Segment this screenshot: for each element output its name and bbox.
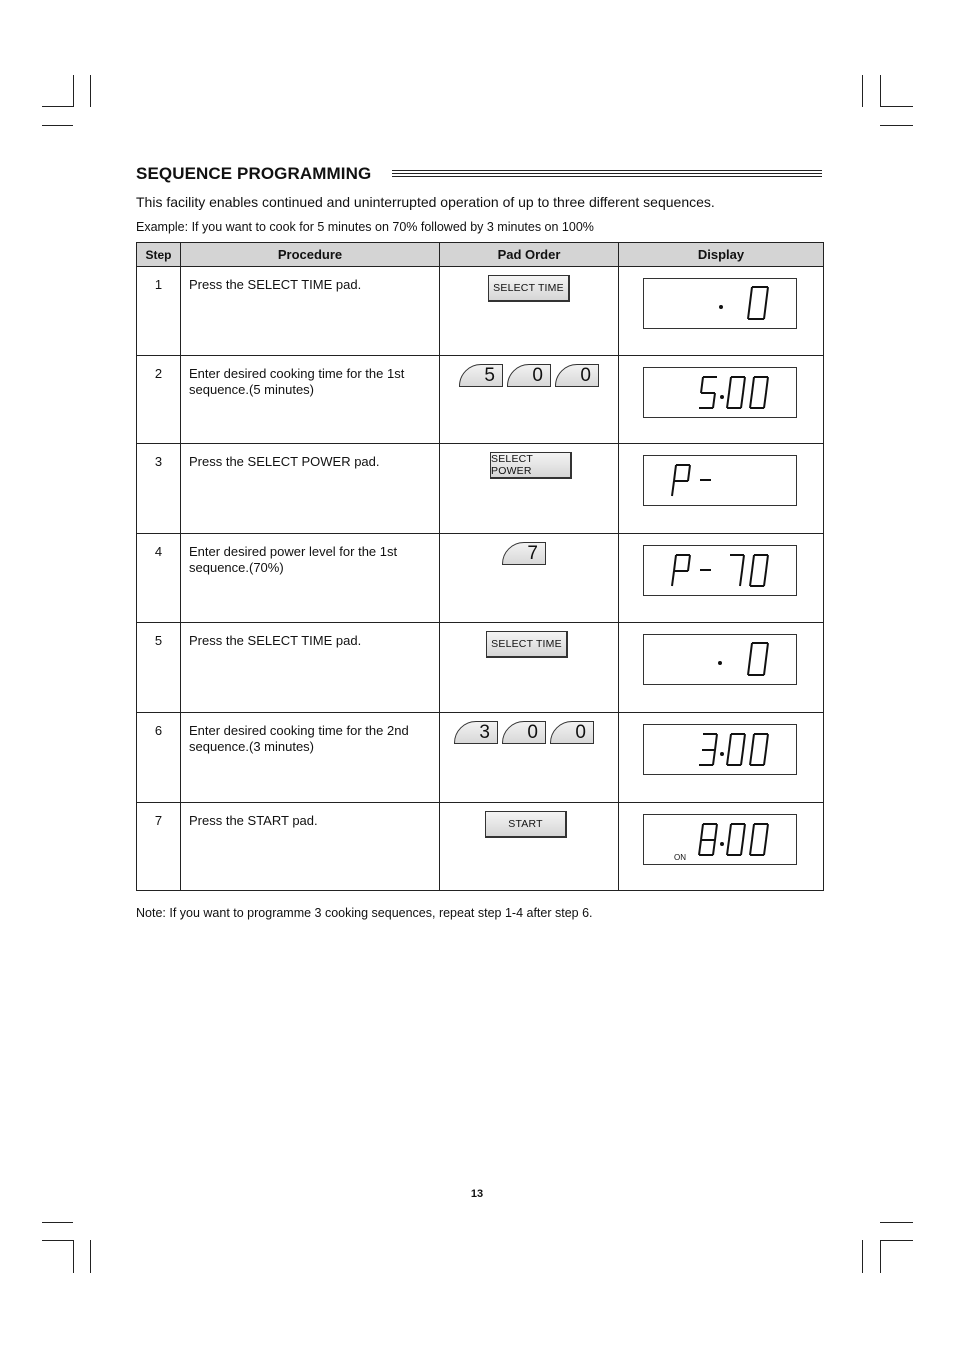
- lcd-display: [643, 367, 797, 418]
- start-pad[interactable]: START: [485, 811, 567, 838]
- table-row: [137, 444, 824, 534]
- header-step: Step: [137, 243, 181, 267]
- pad-order-cell: [440, 623, 619, 713]
- step-number: 5: [137, 623, 181, 713]
- number-pad-0[interactable]: 0: [550, 721, 594, 744]
- pad-order-cell: [440, 356, 619, 444]
- pad-order-cell: [440, 713, 619, 803]
- header-procedure: Procedure: [181, 243, 440, 267]
- lcd-digits: [644, 456, 798, 507]
- lcd-digits: [644, 368, 798, 419]
- procedure-text: Enter desired cooking time for the 1st sequence.(5 minutes): [181, 356, 440, 444]
- lcd-display: [643, 634, 797, 685]
- procedure-text: Press the SELECT TIME pad.: [181, 267, 440, 356]
- crop-mark: [73, 1240, 74, 1273]
- number-pad-0[interactable]: 0: [507, 364, 551, 387]
- select-power-pad[interactable]: SELECT POWER: [490, 452, 572, 479]
- lcd-digits: [644, 725, 798, 776]
- crop-mark: [42, 106, 73, 107]
- display-cell: [619, 534, 824, 623]
- lcd-display: [643, 455, 797, 506]
- table-header-row: [137, 243, 824, 267]
- number-pad-0[interactable]: 0: [502, 721, 546, 744]
- display-cell: [619, 444, 824, 534]
- table-row: [137, 356, 824, 444]
- page-number: 13: [470, 1188, 484, 1200]
- lcd-digits: [644, 815, 798, 866]
- table-row: [137, 534, 824, 623]
- pad-order-cell: [440, 803, 619, 891]
- display-cell: [619, 803, 824, 891]
- crop-mark: [90, 75, 91, 107]
- procedure-text: Press the START pad.: [181, 803, 440, 891]
- display-cell: [619, 623, 824, 713]
- sequence-table: [136, 242, 824, 891]
- procedure-text: Press the SELECT TIME pad.: [181, 623, 440, 713]
- number-pad-5[interactable]: 5: [459, 364, 503, 387]
- display-cell: [619, 713, 824, 803]
- crop-mark: [42, 125, 73, 126]
- number-pad-3[interactable]: 3: [454, 721, 498, 744]
- crop-mark: [880, 125, 913, 126]
- step-number: 7: [137, 803, 181, 891]
- pad-order-cell: [440, 534, 619, 623]
- lcd-display: [643, 278, 797, 329]
- crop-mark: [862, 75, 863, 107]
- select-time-pad[interactable]: SELECT TIME: [486, 631, 568, 658]
- lcd-digits: [644, 279, 798, 330]
- crop-mark: [880, 1240, 913, 1241]
- crop-mark: [73, 75, 74, 107]
- step-number: 1: [137, 267, 181, 356]
- table-row: [137, 267, 824, 356]
- header-pad-order: Pad Order: [440, 243, 619, 267]
- header-display: Display: [619, 243, 824, 267]
- number-pad-7[interactable]: 7: [502, 542, 546, 565]
- step-number: 3: [137, 444, 181, 534]
- table-row: [137, 623, 824, 713]
- on-indicator: ON: [674, 853, 686, 862]
- select-time-pad[interactable]: SELECT TIME: [488, 275, 570, 302]
- crop-mark: [880, 1222, 913, 1223]
- procedure-text: Enter desired power level for the 1st sequence.(70%): [181, 534, 440, 623]
- crop-mark: [42, 1222, 73, 1223]
- step-number: 4: [137, 534, 181, 623]
- example-text: Example: If you want to cook for 5 minutes on 70% followed by 3 minutes on 100%: [136, 220, 594, 234]
- pad-order-cell: [440, 267, 619, 356]
- step-number: 6: [137, 713, 181, 803]
- display-cell: [619, 356, 824, 444]
- display-cell: [619, 267, 824, 356]
- section-title: SEQUENCE PROGRAMMING: [136, 164, 372, 183]
- note-text: Note: If you want to programme 3 cooking sequences, repeat step 1-4 after step 6.: [136, 906, 593, 920]
- lcd-display: [643, 545, 797, 596]
- crop-mark: [880, 106, 913, 107]
- procedure-text: Enter desired cooking time for the 2nd sequence.(3 minutes): [181, 713, 440, 803]
- lcd-display: [643, 724, 797, 775]
- crop-mark: [880, 75, 881, 107]
- crop-mark: [862, 1240, 863, 1273]
- crop-mark: [880, 1240, 881, 1273]
- lcd-digits: [644, 546, 798, 597]
- crop-mark: [90, 1240, 91, 1273]
- crop-mark: [42, 1240, 73, 1241]
- lcd-digits: [644, 635, 798, 686]
- table-row: [137, 713, 824, 803]
- intro-text: This facility enables continued and uninterrupted operation of up to three different sequences.: [136, 194, 715, 210]
- table-row: [137, 803, 824, 891]
- procedure-text: Press the SELECT POWER pad.: [181, 444, 440, 534]
- lcd-display: [643, 814, 797, 865]
- step-number: 2: [137, 356, 181, 444]
- pad-order-cell: [440, 444, 619, 534]
- title-rule: [392, 170, 822, 177]
- number-pad-0[interactable]: 0: [555, 364, 599, 387]
